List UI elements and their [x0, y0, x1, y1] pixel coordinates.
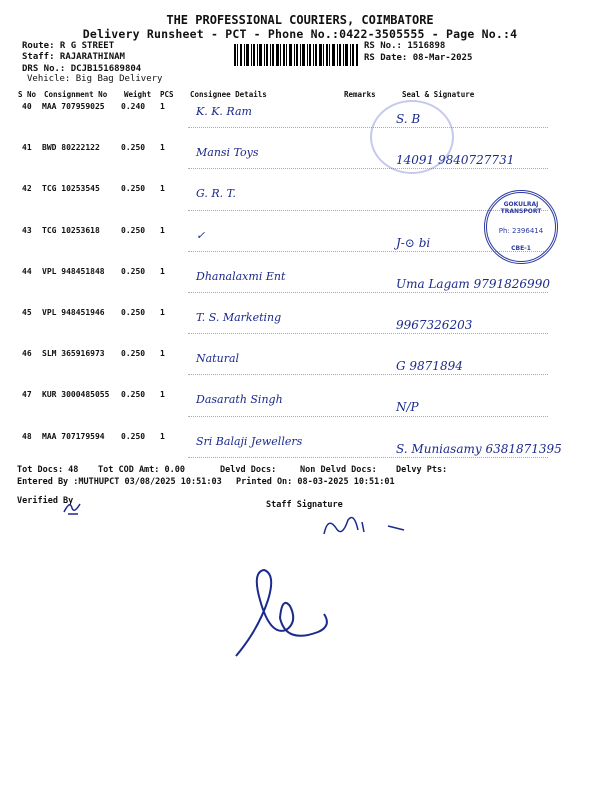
entered-by: Entered By :MUTHUPCT 03/08/2025 10:51:03	[17, 477, 222, 487]
row-divider	[188, 374, 548, 375]
row-sno: 45	[22, 308, 32, 317]
row-weight: 0.250	[121, 266, 146, 276]
row-consignment: TCG 10253545	[42, 184, 100, 194]
vehicle-label: Vehicle: Big Bag Delivery	[27, 74, 163, 84]
row-divider	[188, 457, 548, 458]
row-divider	[188, 333, 548, 334]
row-divider	[188, 416, 548, 417]
staff-label: Staff: RAJARATHINAM	[22, 52, 125, 62]
table-row	[18, 349, 578, 390]
row-pcs: 1	[160, 349, 165, 359]
row-consignee-handwritten: Natural	[196, 352, 240, 366]
row-weight: 0.250	[121, 390, 146, 400]
table-row	[18, 143, 578, 184]
verified-by: Verified By	[17, 496, 74, 506]
row-consignment: MAA 707959025	[42, 102, 105, 111]
barcode-icon	[234, 44, 358, 66]
table-row	[18, 102, 578, 143]
row-consignment: KUR 3000485055	[42, 390, 110, 400]
row-consignee-handwritten: T. S. Marketing	[196, 311, 282, 324]
row-pcs: 1	[160, 431, 165, 441]
row-weight: 0.240	[121, 102, 146, 111]
route-label: Route: R G STREET	[22, 41, 115, 51]
col-weight: Weight	[124, 90, 152, 99]
row-weight: 0.250	[121, 431, 146, 441]
staff-signature-icon	[318, 510, 408, 544]
row-consignment: VPL 948451946	[42, 308, 105, 317]
table-row	[18, 308, 578, 349]
row-sno: 41	[22, 143, 32, 153]
row-consignment: BWD 80222122	[42, 143, 100, 153]
row-consignee-handwritten: Dhanalaxmi Ent	[196, 269, 286, 283]
row-signature-handwritten: Uma Lagam 9791826990	[396, 276, 550, 291]
company-stamp	[484, 190, 558, 264]
row-divider	[188, 168, 548, 169]
company-title: THE PROFESSIONAL COURIERS, COIMBATORE	[166, 13, 434, 27]
row-pcs: 1	[160, 390, 165, 400]
row-consignee-handwritten: G. R. T.	[196, 187, 236, 201]
row-sno: 40	[22, 102, 32, 111]
row-pcs: 1	[160, 308, 165, 317]
row-pcs: 1	[160, 184, 165, 194]
row-weight: 0.250	[121, 308, 146, 317]
col-pcs: PCS	[160, 90, 174, 99]
row-consignee-handwritten: Sri Balaji Jewellers	[196, 434, 303, 448]
row-weight: 0.250	[121, 184, 146, 194]
col-seal: Seal & Signature	[402, 90, 475, 99]
stamp-line2: Ph: 2396414	[498, 227, 544, 235]
rs-number: RS No.: 1516898	[364, 41, 446, 51]
row-consignee-handwritten: Mansi Toys	[196, 146, 259, 160]
row-signature-handwritten: G 9871894	[396, 359, 463, 374]
row-sno: 42	[22, 184, 32, 194]
row-pcs: 1	[160, 143, 165, 153]
stamp-line3: CBE-1	[511, 245, 531, 252]
total-docs: Tot Docs: 48	[17, 465, 79, 475]
row-pcs: 1	[160, 102, 165, 111]
rs-date: RS Date: 08-Mar-2025	[364, 53, 473, 63]
row-consignee-handwritten: Dasarath Singh	[196, 393, 283, 407]
delivered-docs: Delvd Docs:	[220, 465, 277, 475]
table-header	[18, 90, 578, 100]
row-sno: 44	[22, 266, 32, 276]
row-weight: 0.250	[121, 349, 146, 359]
row-sno: 46	[22, 349, 32, 359]
row-pcs: 1	[160, 266, 165, 276]
row-signature-handwritten: N/P	[396, 400, 419, 415]
large-signature-icon	[228, 560, 340, 664]
verifier-signature-icon	[60, 498, 84, 518]
delivery-points: Delvy Pts:	[396, 465, 448, 475]
non-delivered-docs: Non Delvd Docs:	[300, 465, 377, 475]
col-consignment: Consignment No	[44, 90, 108, 99]
row-signature-handwritten: 14091 9840727731	[396, 153, 515, 168]
row-signature-handwritten: 9967326203	[396, 318, 473, 332]
row-weight: 0.250	[121, 143, 146, 153]
stamp-line1: GOKULRAJ TRANSPORT	[500, 201, 542, 215]
col-remarks: Remarks	[344, 90, 376, 99]
row-consignment: MAA 707179594	[42, 431, 105, 441]
row-divider	[188, 127, 548, 128]
row-signature-handwritten: J-⊙ bi	[396, 235, 431, 250]
row-consignee-handwritten: ✓	[196, 228, 206, 242]
row-consignee-handwritten: K. K. Ram	[196, 105, 252, 118]
row-sno: 47	[22, 390, 32, 400]
row-consignment: SLM 365916973	[42, 349, 105, 359]
row-signature-handwritten: S. B	[396, 112, 421, 126]
staff-signature-label: Staff Signature	[266, 500, 343, 510]
row-divider	[188, 292, 548, 293]
printed-on: Printed On: 08-03-2025 10:51:01	[236, 477, 395, 487]
row-pcs: 1	[160, 225, 165, 235]
col-sno: S No	[18, 90, 37, 99]
row-sno: 43	[22, 225, 32, 235]
table-row	[18, 390, 578, 431]
row-sno: 48	[22, 431, 32, 441]
table-row	[18, 267, 578, 308]
row-consignment: VPL 948451848	[42, 266, 105, 276]
faint-stamp	[370, 100, 454, 174]
row-consignment: TCG 10253618	[42, 225, 100, 235]
row-signature-handwritten: S. Muniasamy 6381871395	[396, 441, 562, 456]
drs-label: DRS No.: DCJB151689804	[22, 64, 142, 74]
col-consignee: Consignee Details	[190, 90, 267, 99]
row-weight: 0.250	[121, 225, 146, 235]
cod-amount: Tot COD Amt: 0.00	[98, 465, 185, 475]
runsheet-subtitle: Delivery Runsheet - PCT - Phone No.:0422-3505555 - Page No.:4	[82, 27, 518, 41]
